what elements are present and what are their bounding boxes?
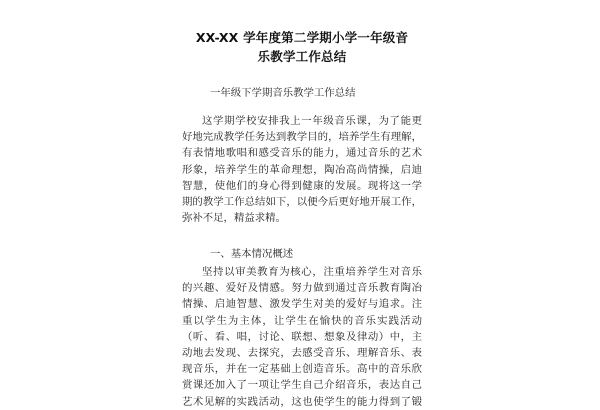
document-subtitle: 一年级下学期音乐教学工作总结 (210, 87, 356, 99)
paragraph-line: 好地完成教学任务达到教学目的，培养学生有理解， (182, 131, 422, 144)
paragraph-line: 坚持以审美教育为核心，注重培养学生对音乐 (202, 266, 422, 278)
paragraph-line: 动地去发现、去探究，去感受音乐、理解音乐、表 (182, 347, 422, 360)
paragraph-line: 的兴趣、爱好及情感。努力做到通过音乐教育陶冶 (182, 282, 422, 295)
document-page (182, 28, 422, 408)
paragraph-line: 这学期学校安排我上一年级音乐课，为了能更 (202, 115, 422, 127)
paragraph-line: 期的教学工作总结如下，以便今后更好地开展工作， (182, 196, 422, 209)
paragraph-line: 情操、启迪智慧、激发学生对美的爱好与追求。注 (182, 298, 422, 311)
paragraph-basic-overview (182, 264, 422, 410)
paragraph-line: 重以学生为主体，让学生在愉快的音乐实践活动 (182, 314, 422, 327)
paragraph-line: （听、看、唱，讨论、联想、想象及律动）中，主 (182, 330, 422, 343)
paragraph-line: 有表情地歌唱和感受音乐的能力，通过音乐的艺术 (182, 147, 422, 160)
paragraph-intro (182, 113, 422, 226)
paragraph-line: 智慧，使他们的身心得到健康的发展。现将这一学 (182, 179, 422, 192)
title-line-1: XX-XX 学年度第二学期小学一年级音 (195, 30, 409, 45)
paragraph-line: 现音乐，并在一定基础上创造音乐。高中的音乐欣 (182, 363, 422, 376)
title-line-2: 乐教学工作总结 (257, 49, 347, 64)
paragraph-line: 艺术见解的实践活动，这也使学生的能力得到了锻 (182, 395, 422, 408)
paragraph-line: 赏课还加入了一项让学生自己介绍音乐，表达自己 (182, 379, 422, 392)
paragraph-line: 形象，培养学生的革命理想，陶冶高尚情操，启迪 (182, 163, 422, 176)
paragraph-line: 弥补不足，精益求精。 (182, 212, 286, 225)
document-title (182, 28, 422, 66)
section-heading-basic-overview: 一、基本情况概述 (210, 248, 294, 260)
